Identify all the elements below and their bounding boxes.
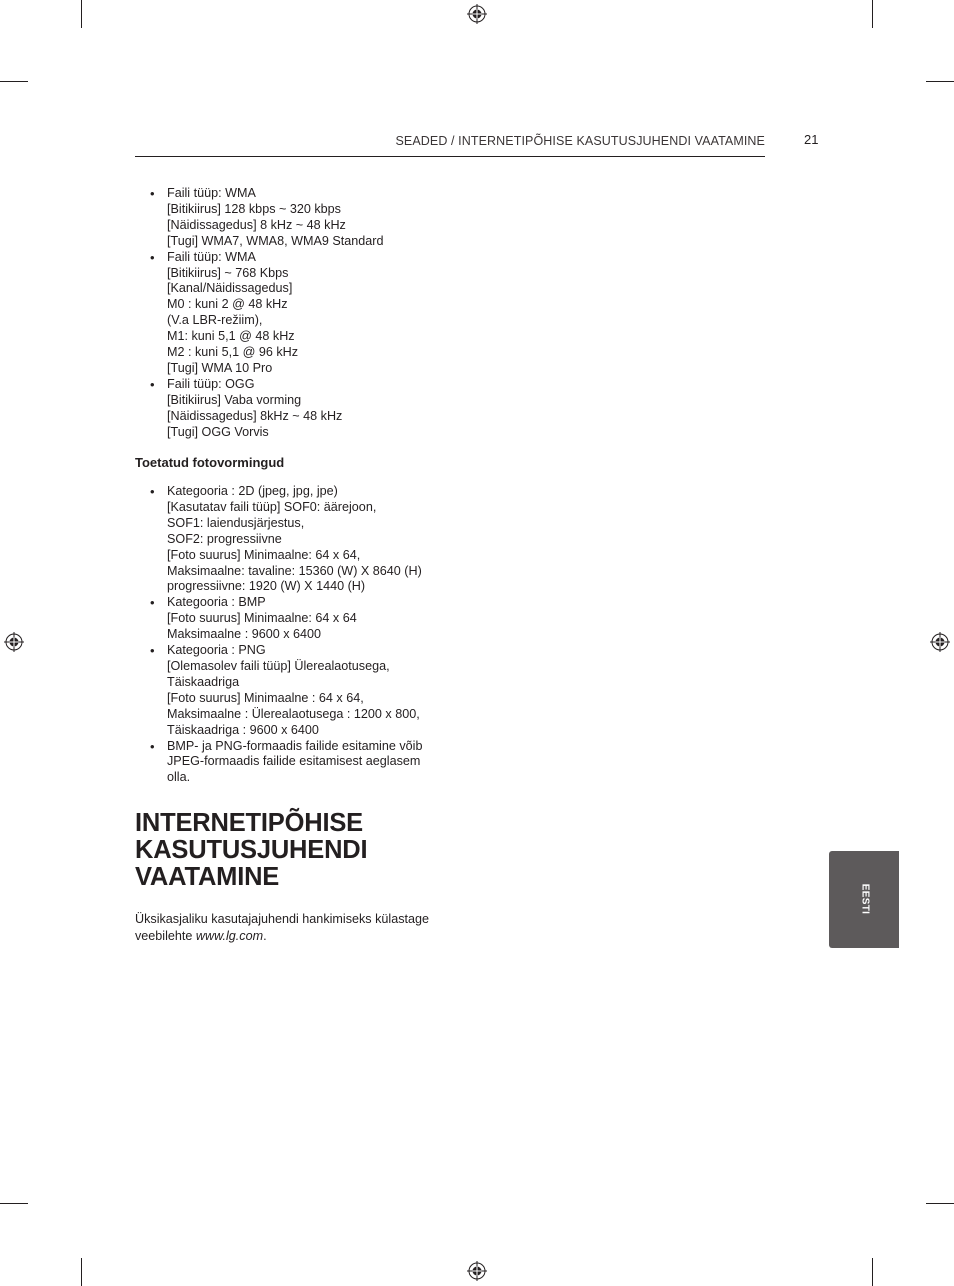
page-header xyxy=(135,132,765,157)
list-line: [Näidissagedus] 8 kHz ~ 48 kHz xyxy=(167,217,346,232)
intro-punctuation: . xyxy=(263,929,267,943)
crop-mark xyxy=(872,1258,873,1286)
section-title xyxy=(135,810,367,891)
list-line: progressiivne: 1920 (W) X 1440 (H) xyxy=(167,579,366,594)
list-item xyxy=(135,186,455,250)
list-line: [Foto suurus] Minimaalne : 64 x 64, xyxy=(167,690,364,705)
language-tab xyxy=(829,851,899,948)
list-item xyxy=(135,739,455,787)
crop-mark xyxy=(81,1258,82,1286)
list-line: Maksimaalne: tavaline: 15360 (W) X 8640 (H) xyxy=(167,563,422,578)
intro-line: Üksikasjaliku kasutajajuhendi hankimiseks külastage xyxy=(135,912,430,926)
website-link[interactable]: www.lg.com xyxy=(195,929,264,943)
list-line: (V.a LBR-režiim), xyxy=(167,313,263,328)
list-line: [Kasutatav faili tüüp] SOF0: äärejoon, xyxy=(167,499,377,514)
list-line: • BMP- ja PNG-formaadis failide esitamine võib xyxy=(167,738,423,753)
registration-mark-icon xyxy=(4,632,24,652)
list-line: • Faili tüüp: OGG xyxy=(167,376,255,391)
registration-mark-icon xyxy=(930,632,950,652)
photo-format-list xyxy=(135,484,455,786)
list-line: SOF1: laiendusjärjestus, xyxy=(167,515,305,530)
list-line: • Faili tüüp: WMA xyxy=(167,249,256,264)
list-item xyxy=(135,484,455,595)
list-line: Täiskaadriga xyxy=(167,674,240,689)
list-line: [Foto suurus] Minimaalne: 64 x 64 xyxy=(167,611,357,626)
registration-mark-icon xyxy=(467,1261,487,1281)
section-title-line: INTERNETIPÕHISE xyxy=(135,809,363,837)
header-title: SEADED / INTERNETIPÕHISE KASUTUSJUHENDI VAATAMINE xyxy=(395,134,765,148)
crop-mark xyxy=(926,1203,954,1204)
section-subheading: Toetatud fotovormingud xyxy=(135,455,285,470)
crop-mark xyxy=(872,0,873,28)
section-title-line: VAATAMINE xyxy=(135,863,280,891)
list-line: • Kategooria : 2D (jpeg, jpg, jpe) xyxy=(167,484,338,498)
list-line: • Kategooria : PNG xyxy=(167,643,266,658)
list-item xyxy=(135,643,455,738)
list-line: olla. xyxy=(167,770,191,785)
intro-paragraph xyxy=(135,911,429,945)
audio-format-list xyxy=(135,186,455,441)
section-title-line: KASUTUSJUHENDI xyxy=(135,836,368,864)
crop-mark xyxy=(926,81,954,82)
list-line: SOF2: progressiivne xyxy=(167,531,282,546)
registration-mark-icon xyxy=(467,4,487,24)
list-line: [Bitikiirus] ~ 768 Kbps xyxy=(167,265,289,280)
list-line: [Bitikiirus] Vaba vorming xyxy=(167,392,302,407)
crop-mark xyxy=(0,1203,28,1204)
list-line: Maksimaalne : 9600 x 6400 xyxy=(167,627,322,642)
list-line: [Tugi] WMA7, WMA8, WMA9 Standard xyxy=(167,233,384,248)
list-line: • Faili tüüp: WMA xyxy=(167,186,256,200)
list-item xyxy=(135,595,455,643)
list-line: Täiskaadriga : 9600 x 6400 xyxy=(167,722,319,737)
list-line: [Tugi] WMA 10 Pro xyxy=(167,360,273,375)
list-line: [Näidissagedus] 8kHz ~ 48 kHz xyxy=(167,408,343,423)
language-tab-label: EESTI xyxy=(859,883,871,915)
list-line: [Bitikiirus] 128 kbps ~ 320 kbps xyxy=(167,201,341,216)
list-line: Maksimaalne : Ülerealaotusega : 1200 x 800, xyxy=(167,706,420,721)
list-line: [Tugi] OGG Vorvis xyxy=(167,424,269,439)
list-line: • Kategooria : BMP xyxy=(167,595,266,610)
list-line: JPEG-formaadis failide esitamisest aeglasem xyxy=(167,754,421,769)
list-line: M2 : kuni 5,1 @ 96 kHz xyxy=(167,345,299,360)
list-line: M1: kuni 5,1 @ 48 kHz xyxy=(167,329,295,344)
list-line: M0 : kuni 2 @ 48 kHz xyxy=(167,297,288,312)
list-item xyxy=(135,377,455,441)
intro-line: veebilehte xyxy=(135,929,196,943)
list-item xyxy=(135,250,455,377)
list-line: [Foto suurus] Minimaalne: 64 x 64, xyxy=(167,547,361,562)
list-line: [Kanal/Näidissagedus] xyxy=(167,281,293,296)
page-number: 21 xyxy=(804,132,819,147)
crop-mark xyxy=(81,0,82,28)
list-line: [Olemasolev faili tüüp] Ülerealaotusega, xyxy=(167,658,390,673)
crop-mark xyxy=(0,81,28,82)
